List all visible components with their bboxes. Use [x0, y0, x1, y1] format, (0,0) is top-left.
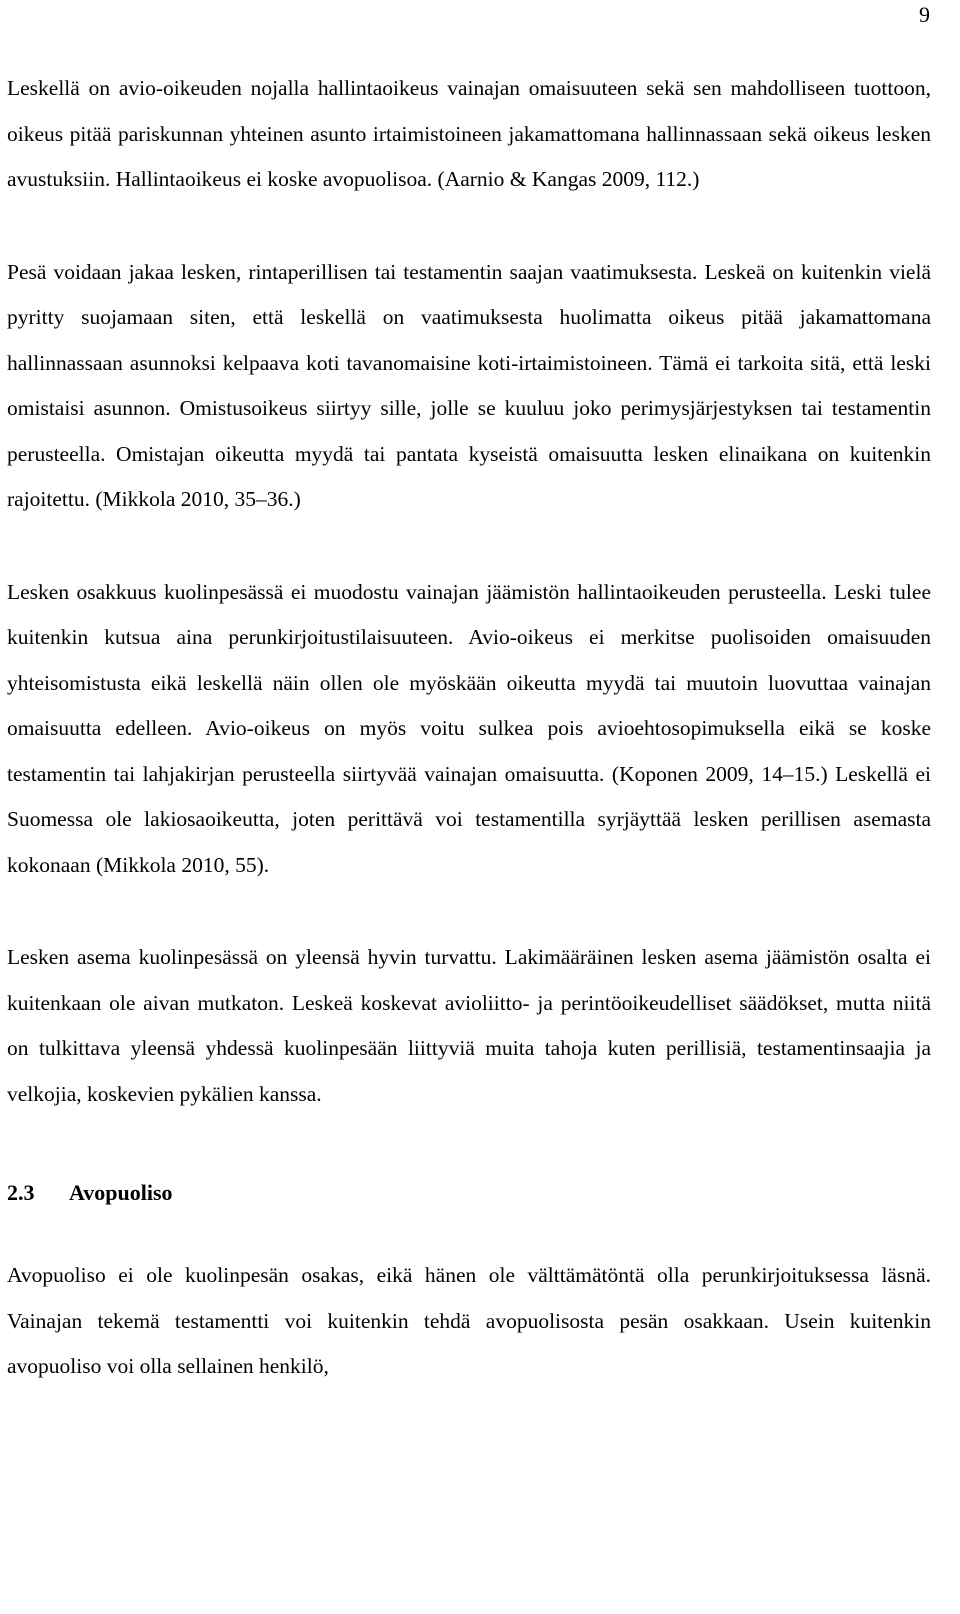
paragraph-2: Pesä voidaan jakaa lesken, rintaperillisen tai testamentin saajan vaatimuksesta. Leskeä on kuitenkin vielä pyritty suojamaan siten, että leskellä on vaatimuksesta huolimatta oikeus pitää jakamattomana hallinnassaan asunnoksi kelpaava koti tavanomaisine koti-irtaimistoineen. Tämä ei tarkoita sitä, että leski omistaisi asunnon. Omistusoikeus siirtyy sille, jolle se kuuluu joko perimysjärjestyksen tai testamentin perusteella. Omistajan oikeutta myydä tai pantata kyseistä omaisuutta lesken elinaikana on kuitenkin rajoitettu. (Mikkola 2010, 35–36.)	[7, 259, 931, 511]
section-paragraph: Avopuoliso ei ole kuolinpesän osakas, eikä hänen ole välttämätöntä olla perunkirjoituksessa läsnä. Vainajan tekemä testamentti voi kuitenkin tehdä avopuolisosta pesän osakkaan. Usein kuitenkin avopuoliso voi olla sellainen henkilö,	[7, 1263, 931, 1378]
paragraph-4: Lesken asema kuolinpesässä on yleensä hyvin turvattu. Lakimääräinen lesken asema jäämistön osalta ei kuitenkaan ole aivan mutkaton. Leskeä koskevat avioliitto- ja perintöoikeudelliset säädökset, mutta niitä on tulkittava yleensä yhdessä kuolinpesään liittyviä muita tahoja kuten perillisiä, testamentinsaajia ja velkojia, koskevien pykälien kanssa.	[7, 945, 931, 1106]
page-number: 9	[919, 2, 930, 27]
section-number: 2.3	[7, 1180, 35, 1205]
paragraph-1: Leskellä on avio-oikeuden nojalla hallintaoikeus vainajan omaisuuteen sekä sen mahdolliseen tuottoon, oikeus pitää pariskunnan yhteinen asunto irtaimistoineen jakamattomana hallinnassaan sekä oikeus lesken avustuksiin. Hallintaoikeus ei koske avopuolisoa. (Aarnio & Kangas 2009, 112.)	[7, 76, 931, 191]
section-heading	[7, 1173, 931, 1213]
document-body	[7, 66, 931, 1390]
section-title: Avopuoliso	[69, 1180, 173, 1205]
paragraph-3: Lesken osakkuus kuolinpesässä ei muodostu vainajan jäämistön hallintaoikeuden perusteella. Leski tulee kuitenkin kutsua aina perunkirjoitustilaisuuteen. Avio-oikeus ei merkitse puolisoiden omaisuuden yhteisomistusta eikä leskellä näin ollen ole myöskään oikeutta myydä tai muutoin luovuttaa vainajan omaisuutta edelleen. Avio-oikeus on myös voitu sulkea pois avioehtosopimuksella eikä se koske testamentin tai lahjakirjan perusteella siirtyvää vainajan omaisuutta. (Koponen 2009, 14–15.) Leskellä ei Suomessa ole lakiosaoikeutta, joten perittävä voi testamentilla syrjäyttää lesken perillisen asemasta kokonaan (Mikkola 2010, 55).	[7, 579, 931, 877]
